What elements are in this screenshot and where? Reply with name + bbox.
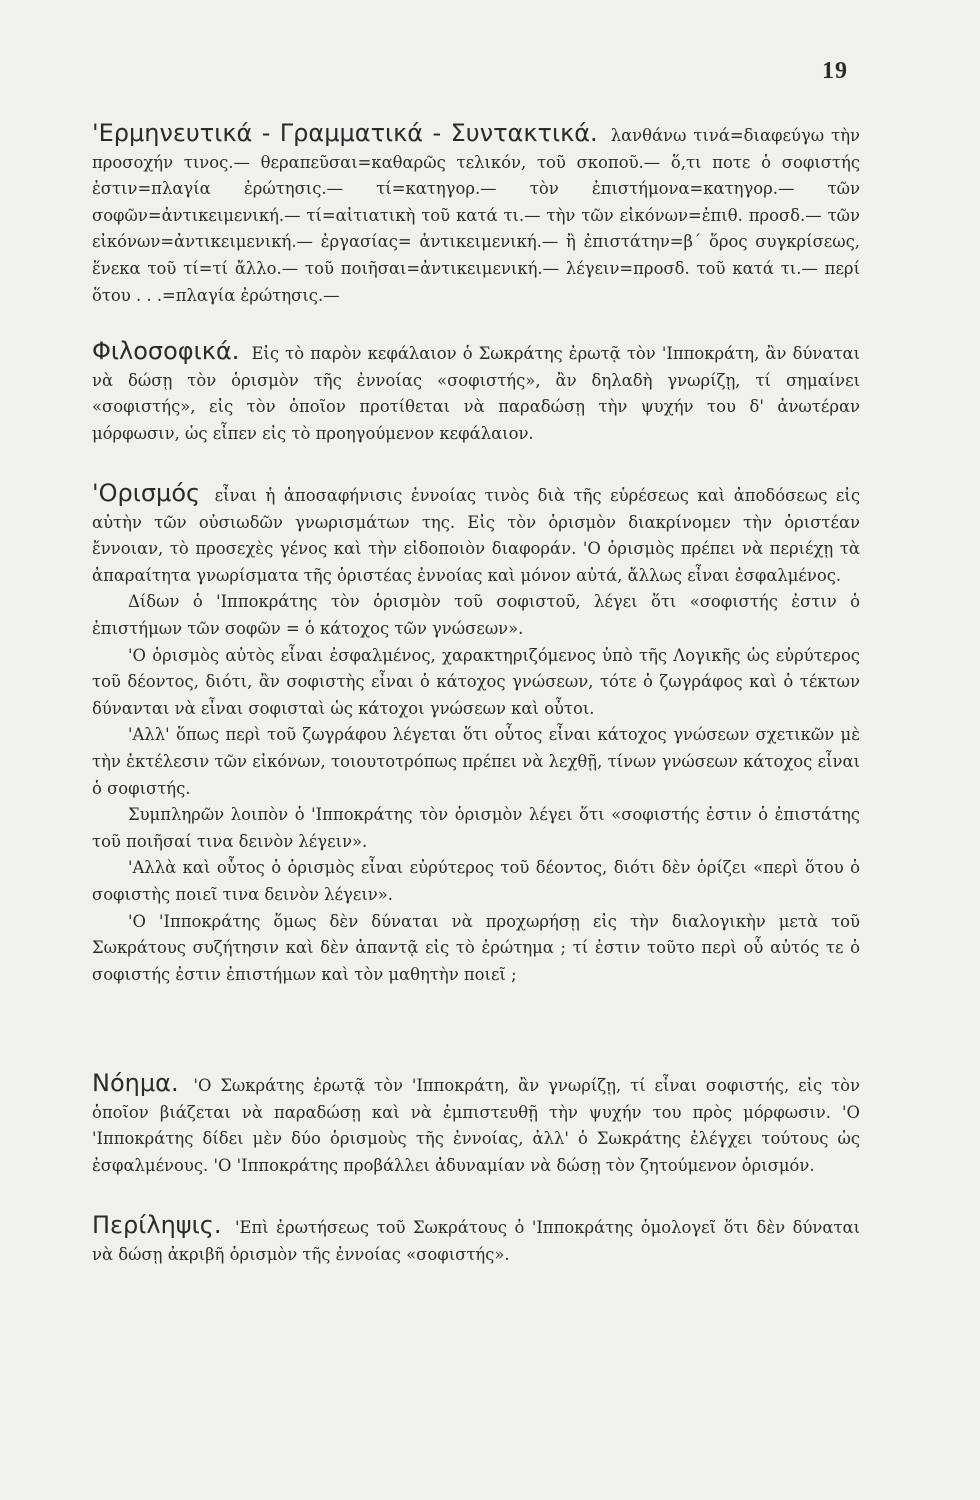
definition-paragraph: 'Ο ὁρισμὸς αὐτὸς εἶναι ἐσφαλμένος, χαρακτηριζόμενος ὑπὸ τῆς Λογικῆς ὡς εὐρύτερος τοῦ δέοντος, διότι, ἂν σοφιστὴς εἶναι ὁ κάτοχος γνώσεων, τότε ὁ ζωγράφος καὶ ὁ τέκτων δύνανται νὰ εἶναι σοφισταὶ ὡς κάτοχοι γνώσεων καὶ οὗτοι. [92,645,860,718]
definition-paragraph: 'Αλλὰ καὶ οὗτος ὁ ὁρισμὸς εἶναι εὐρύτερος τοῦ δέοντος, διότι δὲν ὁρίζει «περὶ ὅτου ὁ σοφιστὴς ποιεῖ τινα δεινὸν λέγειν». [92,858,860,904]
hermeneutics-text: λανθάνω τινά=διαφεύγω τὴν προσοχήν τινος.— θεραπεῦσαι=καθαρῶς τελικόν, τοῦ σκοποῦ.— ὅ,τι ποτε ὁ σοφιστής ἐστιν=πλαγία ἐρώτησις.— τί=κατηγορ.— τὸν ἐπιστήμονα=κατηγορ.— τῶν σοφῶν=ἀντικειμενική.— τί=αἰτιατικὴ τοῦ κατά τι.— τὴν τῶν εἰκόνων=ἐπιθ. προσδ.— τῶν εἰκόνων=ἀντικειμενική.— ἐργασίας= ἀντικειμενική.— ἢ ἐπιστάτην=β΄ ὅρος συγκρίσεως, ἕνεκα τοῦ τί=τί ἄλλο.— τοῦ ποιῆσαι=ἀντικειμενική.— λέγειν=προσδ. τοῦ κατά τι.— περί ὅτου . . .=πλαγία ἐρώτησις.— [92,126,860,305]
section-summary [92,1212,860,1268]
section-hermeneutics [92,120,860,309]
philosophical-text: Εἰς τὸ παρὸν κεφάλαιον ὁ Σωκράτης ἐρωτᾷ τὸν 'Ιπποκράτη, ἂν δύναται νὰ δώσῃ τὸν ὁρισμὸν τῆς ἐννοίας «σοφιστής», ἂν δηλαδὴ γνωρίζῃ, τί σημαίνει «σοφιστής», εἰς τὸν ὁποῖον προτίθεται νὰ παραδώσῃ τὴν ψυχήν του δ' ἀνωτέραν μόρφωσιν, ὡς εἶπεν εἰς τὸ προηγούμενον κεφάλαιον. [92,344,860,443]
hermeneutics-paragraph [92,120,860,309]
summary-paragraph [92,1212,860,1268]
philosophical-heading: Φιλοσοφικά. [92,337,240,365]
definition-paragraph [92,480,860,589]
definition-paragraph: Συμπληρῶν λοιπὸν ὁ 'Ιπποκράτης τὸν ὁρισμὸν λέγει ὅτι «σοφιστής ἐστιν ὁ ἐπιστάτης τοῦ ποιῆσαί τινα δεινὸν λέγειν». [92,805,860,851]
page-number: 19 [822,58,848,84]
definition-heading: 'Ορισμός [92,479,201,507]
definition-paragraph: Δίδων ὁ 'Ιπποκράτης τὸν ὁρισμὸν τοῦ σοφιστοῦ, λέγει ὅτι «σοφιστής ἐστιν ὁ ἐπιστήμων τῶν σοφῶν = ὁ κάτοχος τῶν γνώσεων». [92,592,860,638]
philosophical-paragraph [92,338,860,447]
summary-heading: Περίληψις. [92,1211,222,1239]
section-philosophical [92,338,860,447]
section-definition [92,480,860,988]
meaning-heading: Νόημα. [92,1069,179,1097]
definition-paragraph: 'Ο 'Ιπποκράτης ὅμως δὲν δύναται νὰ προχωρήσῃ εἰς τὴν διαλογικὴν μετὰ τοῦ Σωκράτους συζήτησιν καὶ δὲν ἀπαντᾷ εἰς τὸ ἐρώτημα ; τί ἐστιν τοῦτο περὶ οὗ αὐτός τε ὁ σοφιστής ἐστιν ἐπιστήμων καὶ τὸν μαθητὴν ποιεῖ ; [92,911,860,984]
hermeneutics-heading: 'Ερμηνευτικά - Γραμματικά - Συντακτικά. [92,119,598,147]
meaning-paragraph [92,1070,860,1179]
definition-paragraph: 'Αλλ' ὅπως περὶ τοῦ ζωγράφου λέγεται ὅτι οὗτος εἶναι κάτοχος γνώσεων σχετικῶν μὲ τὴν ἐκτέλεσιν τῶν εἰκόνων, τοιουτοτρόπως πρέπει νὰ λεχθῇ, τίνων γνώσεων κάτοχος εἶναι ὁ σοφιστής. [92,725,860,798]
summary-text: 'Επὶ ἐρωτήσεως τοῦ Σωκράτους ὁ 'Ιπποκράτης ὁμολογεῖ ὅτι δὲν δύναται νὰ δώσῃ ἀκριβῆ ὁρισμὸν τῆς ἐννοίας «σοφιστής». [92,1218,861,1264]
meaning-text: 'Ο Σωκράτης ἐρωτᾷ τὸν 'Ιπποκράτη, ἂν γνωρίζῃ, τί εἶναι σοφιστής, εἰς τὸν ὁποῖον βιάζεται νὰ παραδώσῃ καὶ νὰ ἐμπιστευθῇ τὴν ψυχήν του πρὸς μόρφωσιν. 'Ο 'Ιπποκράτης δίδει μὲν δύο ὁρισμοὺς τῆς ἐννοίας, ἀλλ' ὁ Σωκράτης ἐλέγχει τούτους ὡς ἐσφαλμένους. 'Ο 'Ιπποκράτης προβάλλει ἀδυναμίαν νὰ δώσῃ τὸν ζητούμενον ὁρισμόν. [92,1076,860,1175]
definition-text: εἶναι ἡ ἀποσαφήνισις ἐννοίας τινὸς διὰ τῆς εὑρέσεως καὶ ἀποδόσεως εἰς αὐτὴν τῶν οὐσιωδῶν γνωρισμάτων της. Εἰς τὸν ὁρισμὸν διακρίνομεν τὴν ὁριστέαν ἔννοιαν, τὸ προσεχὲς γένος καὶ τὴν εἰδοποιὸν διαφοράν. 'Ο ὁρισμὸς πρέπει νὰ περιέχῃ τὰ ἀπαραίτητα γνωρίσματα τῆς ὁριστέας ἐννοίας καὶ μόνον αὐτά, ἄλλως εἶναι ἐσφαλμένος. [92,486,860,585]
section-meaning [92,1070,860,1179]
